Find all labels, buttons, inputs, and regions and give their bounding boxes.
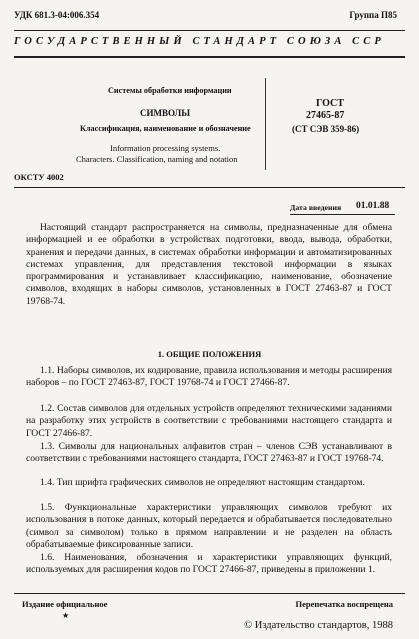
- paragraph-1-2: 1.2. Состав символов для отдельных устройств определяют техническими заданиями на разработку этих устройств в соответствии с требованиями настоящего стандарта и ГОСТ 27466-87.: [26, 403, 392, 439]
- standard-banner: ГОСУДАРСТВЕННЫЙ СТАНДАРТ СОЮЗА ССР: [14, 36, 385, 47]
- gost-number: 27465-87: [306, 110, 345, 121]
- intro-paragraph: Настоящий стандарт распространяется на символы, предназначенные для обмена информацией и ее обработки в устройствах подготовки, ввода, вывода, обработки, хранения и передачи данных, в системах обработки информации и автоматизированных системах управления, для представления текстовой информации в языках программирования и устанавливает классификацию, наименование, обозначение символов, входящих в наборы символов, установленных в ГОСТ 27463-87 и ГОСТ 19768-74.: [26, 222, 392, 307]
- date-intro-label: Дата введения: [290, 203, 342, 212]
- subtitle-ru: Классификация, наименование и обозначение: [80, 124, 251, 133]
- paragraph-1-5: 1.5. Функциональные характеристики управляющих символов требуют их использования в потоке данных, который передается и обрабатывается последовательно (символ за символом) только в прямом направлении и не разделен на область обрабатываемые фиксированные записи.: [26, 502, 392, 550]
- paragraph-1-6: 1.6. Наименования, обозначения и характеристики управляющих функций, используемых для расширения кодов по ГОСТ 27466-87, приведены в приложении 1.: [26, 552, 392, 576]
- okstu-code: ОКСТУ 4002: [14, 172, 64, 182]
- system-title-en: Information processing systems.: [110, 143, 221, 153]
- system-title-ru: Системы обработки информации: [108, 86, 232, 95]
- group-code: Группа П85: [349, 10, 397, 20]
- subtitle-en: Characters. Classification, naming and notation: [76, 154, 238, 164]
- udk-code: УДК 681.3-04:006.354: [14, 10, 100, 20]
- paragraph-1-3: 1.3. Символы для национальных алфавитов стран – членов СЭВ устанавливают в соответствии с требованиями настоящего стандарта, ГОСТ 27463-87 и ГОСТ 19768-74.: [26, 441, 392, 465]
- official-edition: Издание официальное: [22, 599, 108, 609]
- title-divider: [265, 78, 266, 170]
- banner-rule: [14, 56, 405, 58]
- paragraph-1-1: 1.1. Наборы символов, их кодирование, правила использования и методы расширения наборов – по ГОСТ 27463-87, ГОСТ 19768-74 и ГОСТ 27466-87.: [26, 365, 392, 389]
- title-bottom-rule: [14, 187, 405, 188]
- copyright: © Издательство стандартов, 1988: [244, 620, 393, 631]
- date-underline: [290, 214, 395, 215]
- footer-rule: [14, 593, 405, 594]
- st-sev-number: (СТ СЭВ 359-86): [292, 124, 360, 134]
- document-title-ru: СИМВОЛЫ: [140, 108, 191, 118]
- section-heading: 1. ОБЩИЕ ПОЛОЖЕНИЯ: [157, 349, 262, 359]
- gost-label: ГОСТ: [316, 98, 344, 109]
- reprint-notice: Перепечатка воспрещена: [295, 599, 393, 609]
- paragraph-1-4: 1.4. Тип шрифта графических символов не определяют настоящим стандартом.: [40, 477, 365, 488]
- star-mark: ★: [62, 611, 70, 620]
- date-intro-value: 01.01.88: [356, 201, 390, 211]
- top-rule: [14, 30, 405, 31]
